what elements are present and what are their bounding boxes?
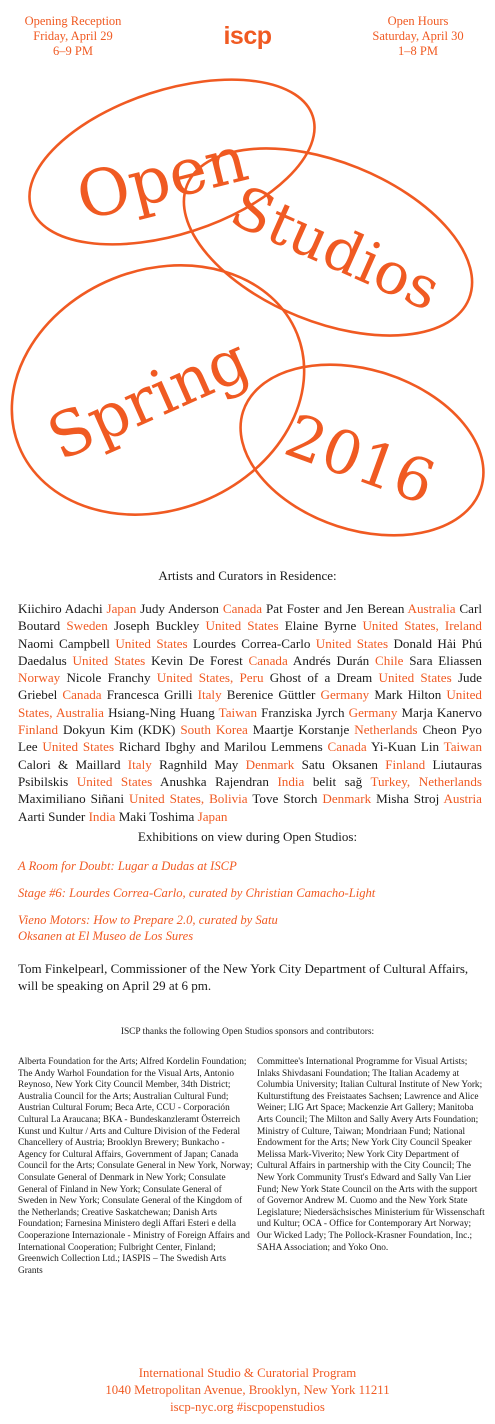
artist-name: Calori & Maillard [18,756,121,772]
sponsors-column-left: Alberta Foundation for the Arts; Alfred Kordelin Foundation; The Andy Warhol Foundation for the Visual Arts, Antonio Reynoso, New York City Council Member, 34th District; Australia Council for the Arts; Australian Cultural Fund; Austrian Cultural Forum; Beca Arte, CCU - Corporación Cultural La Araucana; BKA - Bundeskanzleramt Österreich Kunst und Kultur / Arts and Culture Division of the Federal Chancellery of Austria; Brooklyn Brewery; Bunkacho - Agency for Cultural Affairs, Government of Japan; Canada Council for the Arts; Consulate General in New York, Norway; Consulate General of Denmark in New York; Consulate General of Finland in New York; Consulate General of Sweden in New York; Consulate General of the Kingdom of the Netherlands; Creative Saskatchewan; Danish Arts Foundation; Farnesina Ministero degli Affari Esteri e della Cooperazione Internazionale - Ministry of Foreign Affairs and International Cooperation; Fulbright Center, Finland; Greenwich Collection Ltd.; IASPIS – The Swedish Arts Grants [18,1057,253,1276]
artist-name: Judy Anderson [140,601,219,616]
artist-name: Liutauras Psibilskis [18,756,482,789]
artist-country: United States, Australia [18,687,482,720]
opening-reception-label: Opening Reception [24,14,122,28]
artist-name: Misha Stroj [376,791,440,807]
artist-name: Franziska Jyrch [261,704,345,720]
artist-name: Jude Griebel [18,670,482,703]
artist-name: Joseph Buckley [113,618,200,634]
artist-name: Maximiliano Siñani [18,791,125,807]
artist-name: Andrés Durán [292,652,370,668]
commissioner-note: Tom Finkelpearl, Commissioner of the New York City Department of Cultural Affairs, will be speaking on April 29 at 6 pm. [18,961,469,993]
artist-country: United States [76,773,153,789]
open-hours-label: Open Hours [387,14,449,28]
artist-country: Australia [407,601,456,616]
artist-name: Marja Kanervo [401,704,482,720]
artist-country: United States [378,670,452,686]
artist-name: Richard Ibghy and Marilou Lemmens [118,739,323,755]
artist-name: Anushka Rajendran [160,773,269,789]
artist-name: Aarti Sunder [18,808,86,824]
artists-list [18,600,482,825]
footer-address: 1040 Metropolitan Avenue, Brooklyn, New York 11211 [105,1383,390,1397]
artist-country: Netherlands [354,722,418,738]
artist-name: Nicole Franchy [66,670,151,686]
artist-country: United States, Ireland [362,618,482,634]
artist-country: Taiwan [218,704,258,720]
artist-name: Elaine Byrne [284,618,357,634]
open-hours-time: 1–8 PM [398,44,438,58]
artist-country: United States, Peru [156,670,264,686]
artist-name: Lourdes Correa-Carlo [193,635,311,651]
artist-country: Germany [348,704,398,720]
footer-website[interactable]: iscp-nyc.org #iscpopenstudios [170,1400,325,1414]
artist-country: Sweden [66,618,108,634]
residence-title: Artists and Curators in Residence: [158,568,337,583]
artist-name: Sara Eliassen [409,652,482,668]
artist-country: Chile [375,652,404,668]
artist-name: Maartje Korstanje [252,722,350,738]
artist-country: South Korea [180,722,248,738]
artist-country: Italy [197,687,222,703]
artist-country: Turkey, Netherlands [370,773,483,789]
artist-country: Finland [18,722,59,738]
open-hours-info [353,14,483,59]
artist-name: Ragnhild May [159,756,239,772]
artist-country: United States, Bolivia [129,791,248,807]
open-hours-date: Saturday, April 30 [372,29,464,43]
artist-country: United States [42,739,115,755]
artist-country: United States [115,635,188,651]
artist-name: belit sağ [312,773,363,789]
artist-country: Taiwan [443,739,482,755]
artist-country: Italy [127,756,152,772]
word-2016: 2016 [276,400,444,520]
word-spring: Spring [36,322,260,475]
artist-name: Francesca Grilli [106,687,193,703]
exhibitions-title: Exhibitions on view during Open Studios: [137,829,358,844]
footer-org-name: International Studio & Curatorial Program [138,1366,357,1380]
sponsors-title: ISCP thanks the following Open Studios sponsors and contributors: [120,1027,375,1037]
artist-country: Canada [222,601,263,616]
artist-country: Norway [18,670,61,686]
artist-country: United States [205,618,279,634]
opening-reception-date: Friday, April 29 [33,29,113,43]
artist-name: Mark Hilton [374,687,442,703]
artist-name: Donald Hải Phú Daedalus [18,635,483,668]
artist-name: Satu Oksanen [301,756,378,772]
artist-country: Finland [385,756,426,772]
artist-name: Kiichiro Adachi [18,601,103,616]
artist-name: Dokyun Kim (KDK) [62,722,176,738]
artist-country: India [88,808,116,824]
artist-name: Carl Boutard [18,601,482,634]
artist-country: Canada [62,687,102,703]
artist-country: Canada [248,652,288,668]
artist-name: Kevin De Forest [151,652,243,668]
artist-country: Japan [197,808,228,824]
exhibition-item[interactable]: Stage #6: Lourdes Correa-Carlo, curated by Christian Camacho-Light [18,886,376,900]
exhibition-item[interactable]: Vieno Motors: How to Prepare 2.0, curated by Satu Oksanen at El Museo de Los Sures [18,913,278,943]
open-studios-artwork [0,60,495,540]
artist-country: Germany [320,687,370,703]
sponsors-column-right: Committee's International Programme for Visual Artists; Inlaks Shivdasani Foundation; The Italian Academy at Columbia University; Italian Cultural Institute of New York; Kulturstiftung des Freistaates Sachsen; Lawrence and Alice Weiner; LIG Art Space; Mackenzie Art Gallery; Manitoba Arts Council; The Milton and Sally Avery Arts Foundation; Ministry of Culture, Taiwan; Mondriaan Fund; National Endowment for the Arts; New York City Council Speaker Melissa Mark-Viverito; New York City Department of Cultural Affairs in partnership with the City Council; The New York Community Trust's Edward and Sally Van Lier Fund; New York State Council on the Arts with the support of Governor Andrew M. Cuomo and the New York State Legislature; Niedersächsisches Ministerium für Wissenschaft und Kultur; OCA - Office for Contemporary Art Norway; Our Wicked Lady; The Pollock-Krasner Foundation, Inc.; SAHA Association; and Yoko Ono. [257,1057,485,1253]
artist-name: Yi-Kuan Lin [371,739,440,755]
artist-country: Canada [327,739,367,755]
iscp-logo[interactable]: iscp [223,22,272,50]
word-open: Open [69,122,255,236]
exhibition-item[interactable]: A Room for Doubt: Lugar a Dudas at ISCP [18,859,237,873]
artist-name: Cheon Pyo Lee [18,722,482,755]
artist-name: Pat Foster and Jen Berean [266,601,405,616]
artist-country: United States [72,652,146,668]
artist-country: United States [315,635,389,651]
artist-country: India [277,773,305,789]
artist-name: Tove Storch [252,791,318,807]
artist-country: Denmark [245,756,295,772]
artist-name: Berenice Güttler [226,687,316,703]
opening-reception-time: 6–9 PM [53,44,93,58]
artist-country: Japan [106,601,137,616]
artist-name: Maki Toshima [118,808,195,824]
artist-name: Hsiang-Ning Huang [108,704,215,720]
artist-name: Naomi Campbell [18,635,110,651]
artist-country: Austria [443,791,482,807]
artist-country: Denmark [322,791,372,807]
artist-name: Ghost of a Dream [269,670,373,686]
word-studios: Studios [221,172,451,325]
